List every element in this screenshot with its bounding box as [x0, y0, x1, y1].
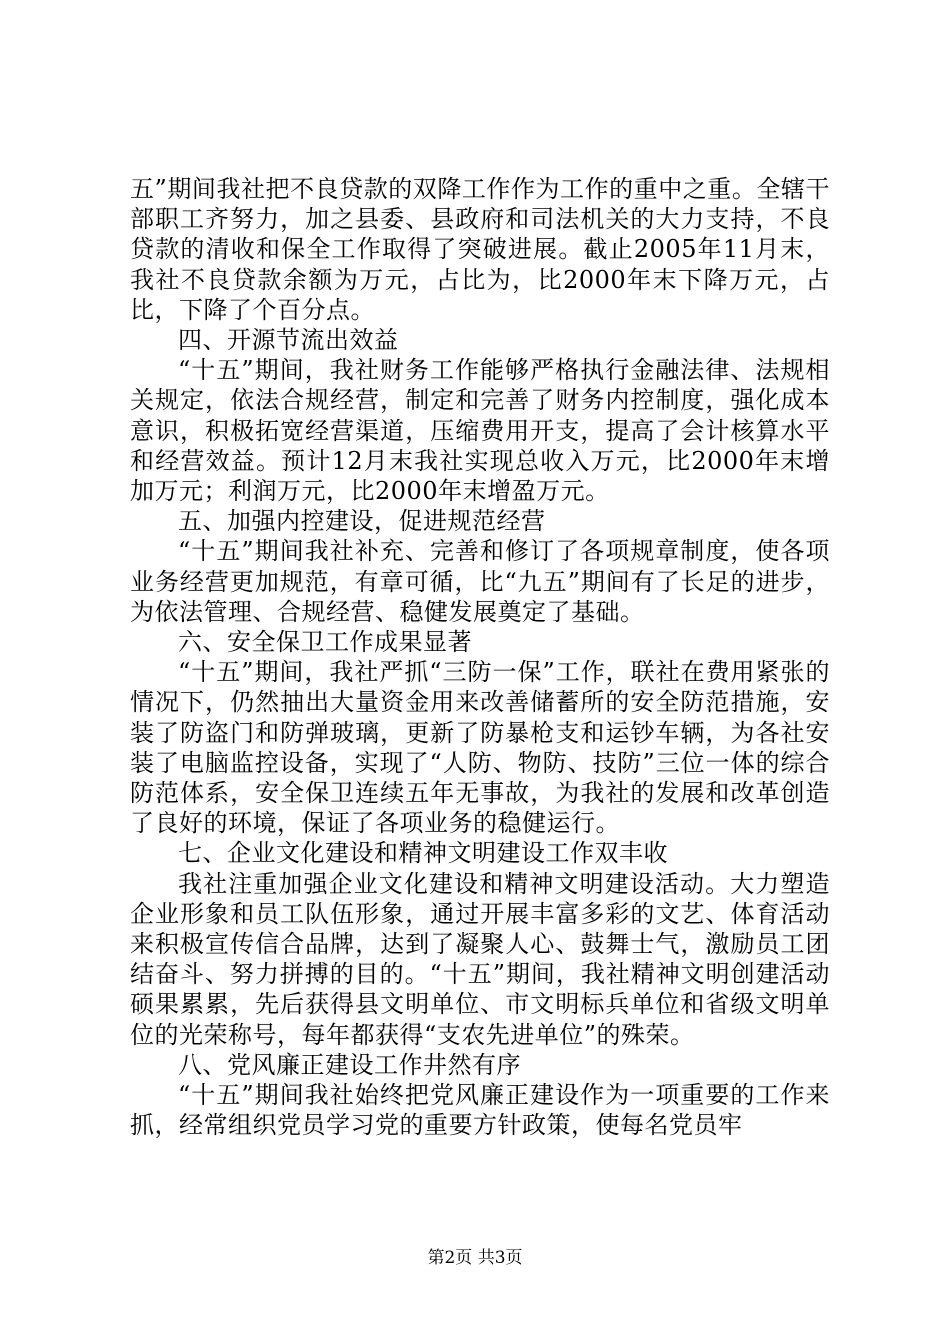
paragraph-continuation: 五”期间我社把不良贷款的双降工作作为工作的重中之重。全辖干部职工齐努力，加之县委、县政府和司法机关的大力支持，不良贷款的清收和保全工作取得了突破进展。截止2005年11月末，我社不良贷款余额为万元，占比为，比2000年末下降万元，占比，下降了个百分点。: [130, 175, 830, 324]
section-heading-7: 七、企业文化建设和精神文明建设工作双丰收: [178, 839, 668, 868]
paragraph-security: “十五”期间，我社严抓“三防一保”工作，联社在费用紧张的情况下，仍然抽出大量资金用来改善储蓄所的安全防范措施，安装了防盗门和防弹玻璃，更新了防暴枪支和运钞车辆，为各社安装了电脑监控设备，实现了“人防、物防、技防”三位一体的综合防范体系，安全保卫连续五年无事故，为我社的发展和改革创造了良好的环境，保证了各项业务的稳健运行。: [130, 658, 830, 838]
document-body: [130, 174, 830, 1141]
paragraph-party: “十五”期间我社始终把党风廉正建设作为一项重要的工作来抓，经常组织党员学习党的重要方针政策，使每名党员牢: [130, 1081, 830, 1140]
paragraph-finance: “十五”期间，我社财务工作能够严格执行金融法律、法规相关规定，依法合规经营，制定和完善了财务内控制度，强化成本意识，积极拓宽经营渠道，压缩费用开支，提高了会计核算水平和经营效益。预计12月末我社实现总收入万元，比2000年末增加万元；利润万元，比2000年末增盈万元。: [130, 356, 830, 506]
section-heading-5: 五、加强内控建设，促进规范经营: [178, 507, 546, 536]
paragraph-culture: 我社注重加强企业文化建设和精神文明建设活动。大力塑造企业形象和员工队伍形象，通过开展丰富多彩的文艺、体育活动来积极宣传信合品牌，达到了凝聚人心、鼓舞士气，激励员工团结奋斗、努力拼搏的目的。“十五”期间，我社精神文明创建活动硕果累累，先后获得县文明单位、市文明标兵单位和省级文明单位的光荣称号，每年都获得“支农先进单位”的殊荣。: [130, 869, 830, 1049]
section-heading-4: 四、开源节流出效益: [178, 326, 399, 355]
paragraph-internal-control: “十五”期间我社补充、完善和修订了各项规章制度，使各项业务经营更加规范，有章可循，比“九五”期间有了长足的进步，为依法管理、合规经营、稳健发展奠定了基础。: [130, 537, 830, 626]
page-footer: 第2页 共3页: [427, 1248, 523, 1268]
section-heading-8: 八、党风廉正建设工作井然有序: [178, 1050, 521, 1079]
section-heading-6: 六、安全保卫工作成果显著: [178, 628, 472, 657]
